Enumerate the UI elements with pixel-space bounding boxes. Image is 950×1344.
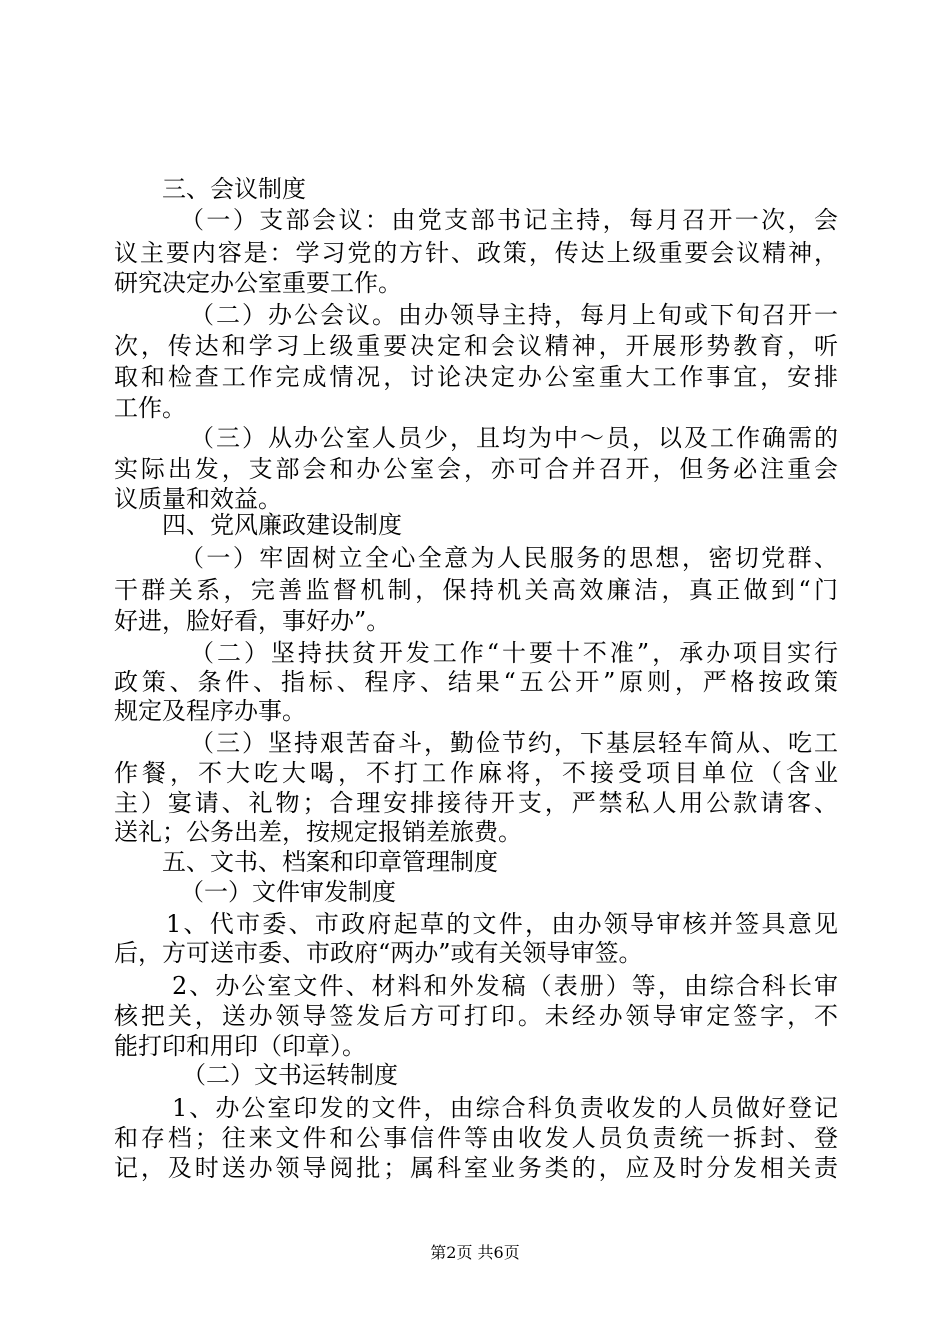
paragraph-line: 和存档；往来文件和公事信件等由收发人员负责统一拆封、登 — [114, 1124, 838, 1152]
paragraph-line: 议质量和效益。 — [114, 485, 282, 513]
paragraph-line: 干群关系，完善监督机制，保持机关高效廉洁，真正做到“门 — [114, 576, 838, 604]
paragraph-line: 实际出发，支部会和办公室会，亦可合并召开，但务必注重会 — [114, 455, 838, 483]
paragraph-line: 1、办公室印发的文件，由综合科负责收发的人员做好登记 — [172, 1094, 838, 1122]
paragraph-line: 工作。 — [114, 394, 186, 422]
paragraph-line: 2、办公室文件、材料和外发稿（表册）等，由综合科长审 — [172, 972, 838, 1000]
paragraph-line: 作餐，不大吃大喝，不打工作麻将，不接受项目单位（含业 — [114, 759, 838, 787]
paragraph-line: 后，方可送市委、市政府“两办”或有关领导审签。 — [114, 939, 643, 967]
paragraph-line: 送礼；公务出差，按规定报销差旅费。 — [114, 818, 522, 846]
paragraph-line: （三）从办公室人员少，且均为中～员，以及工作确需的 — [190, 424, 838, 452]
paragraph-line: （一）支部会议：由党支部书记主持，每月召开一次，会 — [180, 206, 838, 234]
page-footer: 第2页 共6页 — [430, 1243, 520, 1262]
paragraph-line: 取和检查工作完成情况，讨论决定办公室重大工作事宜，安排 — [114, 363, 838, 391]
paragraph-line: 议主要内容是：学习党的方针、政策，传达上级重要会议精神， — [114, 239, 838, 267]
subsection-heading: （二）文书运转制度 — [182, 1061, 398, 1089]
section-heading-4: 四、党风廉政建设制度 — [162, 511, 402, 539]
paragraph-line: 好进，脸好看，事好办”。 — [114, 607, 391, 635]
paragraph-line: （一）牢固树立全心全意为人民服务的思想，密切党群、 — [180, 544, 838, 572]
section-heading-5: 五、文书、档案和印章管理制度 — [162, 848, 498, 876]
paragraph-line: 主）宴请、礼物；合理安排接待开支，严禁私人用公款请客、 — [114, 789, 838, 817]
paragraph-line: 研究决定办公室重要工作。 — [114, 269, 402, 297]
paragraph-line: 次，传达和学习上级重要决定和会议精神，开展形势教育，听 — [114, 332, 838, 360]
paragraph-line: 记，及时送办领导阅批；属科室业务类的，应及时分发相关责 — [114, 1154, 838, 1182]
paragraph-line: 政策、条件、指标、程序、结果“五公开”原则，严格按政策 — [114, 668, 838, 696]
paragraph-line: 规定及程序办事。 — [114, 697, 306, 725]
paragraph-line: （二）坚持扶贫开发工作“十要十不准”，承办项目实行 — [190, 639, 838, 667]
paragraph-line: 1、代市委、市政府起草的文件，由办领导审核并签具意见 — [166, 910, 838, 938]
subsection-heading: （一）文件审发制度 — [180, 878, 396, 906]
paragraph-line: （二）办公会议。由办领导主持，每月上旬或下旬召开一 — [190, 301, 838, 329]
paragraph-line: 核把关，送办领导签发后方可打印。未经办领导审定签字，不 — [114, 1002, 838, 1030]
paragraph-line: （三）坚持艰苦奋斗，勤俭节约，下基层轻车简从、吃工 — [190, 729, 838, 757]
section-heading-3: 三、会议制度 — [162, 175, 306, 203]
paragraph-line: 能打印和用印（印章）。 — [114, 1032, 366, 1060]
